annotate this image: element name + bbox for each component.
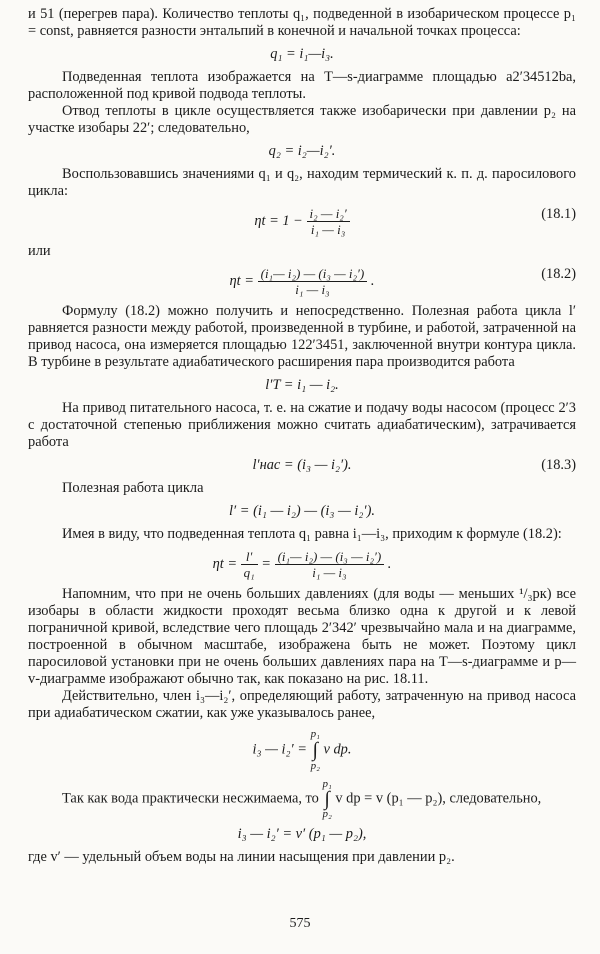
- formula-efficiency-fraction-1: [241, 549, 258, 580]
- formula-q2: q₂ = i₂—i₂′.: [268, 143, 336, 159]
- integral-limits: [311, 728, 320, 772]
- formula-efficiency-numerator-1: l′: [241, 549, 258, 565]
- formula-pump-lhs: i₃ — i₂′ =: [252, 741, 307, 758]
- formula-18-2-numerator: (i₁— i₂) — (i₃ — i₂′): [258, 266, 368, 282]
- formula-useful-work: l′ = (i₁ — i₂) — (i₃ — i₂′).: [229, 503, 375, 519]
- paragraph-12-end: v dp = v (p₁ — p₂), следовательно,: [335, 790, 542, 807]
- page-body: [28, 6, 576, 866]
- paragraph-13: где v′ — удельный объем воды на линии насыщения при давлении p₂.: [28, 849, 455, 865]
- paragraph-7: На привод питательного насоса, т. е. на сжатие и подачу воды насосом (процесс 2′3 с достаточной степенью приближения можно считать адиабатическим), затрачивается работа: [28, 400, 576, 450]
- inline-integral-upper: p₁: [322, 778, 332, 790]
- paragraph-5: или: [28, 243, 51, 259]
- paragraph-6: Формулу (18.2) можно получить и непосредственно. Полезная работа цикла l′ равняется разности между работой, произведенной в турбине, и работой, затраченной на привод насоса, она измеряется площадью 122′3451, заключенной внутри контура цикла. В турбине в результате адиабатического расширения пара производится работа: [28, 303, 576, 370]
- paragraph-2: Подведенная теплота изображается на T—s-диаграмме площадью a2′34512ba, расположенной под кривой подвода теплоты.: [28, 69, 576, 102]
- formula-18-3-body: l′нас = (i₃ — i₂′).: [252, 457, 352, 473]
- paragraph-11: Действительно, член i₃—i₂′, определяющий работу, затраченную на привод насоса при адиабатическом сжатии, как уже указывалось ранее,: [28, 688, 576, 721]
- formula-pump-work: i₃ — i₂′ = v′ (p₁ — p₂),: [237, 826, 367, 842]
- formula-efficiency-denominator-1: q₁: [243, 565, 255, 580]
- formula-18-1-denominator: i₁ — i₃: [310, 222, 346, 237]
- formula-efficiency-fraction-2: [275, 549, 385, 580]
- formula-18-1-lhs: ηt = 1 −: [254, 212, 303, 229]
- equation-number-18-1: (18.1): [541, 206, 576, 222]
- formula-18-2-lhs: ηt =: [229, 272, 254, 289]
- formula-q1: q₁ = i₁—i₃.: [270, 46, 334, 62]
- integral-sign: ∫: [312, 739, 318, 761]
- page-number: 575: [289, 916, 311, 931]
- formula-efficiency-lhs: ηt =: [212, 555, 238, 572]
- integral-upper-limit: p₁: [310, 728, 320, 740]
- formula-18-1-numerator: i₂ — i₂′: [307, 206, 350, 222]
- integral-lower-limit: p₂: [310, 760, 320, 772]
- equation-number-18-2: (18.2): [541, 266, 576, 282]
- paragraph-10: Напомним, что при не очень больших давлениях (для воды — меньших ¹/₃pк) все изобары в области жидкости проходят весьма близко одна к другой и к левой пограничной кривой, вследствие чего площадь 2′342′ чрезвычайно мала и на диаграмме, построенной в обычном масштабе, изображена быть не может. Поэтому цикл паросиловой установки при не очень больших давлениях пара на T—s-диаграмме и p—v-диаграмме изображают обычно так, как показано на рис. 18.11.: [28, 586, 576, 687]
- inline-integral-lower: p₂: [322, 808, 332, 820]
- formula-pump-rhs: v dp.: [323, 741, 352, 758]
- formula-efficiency-numerator-2: (i₁— i₂) — (i₃ — i₂′): [275, 549, 385, 565]
- formula-efficiency: ηt = $\frac{l'}{\text{q₁}}$ = $\frac{\text{(i₁— i₂) — (i₃ — i₂′)}}{\text{i₁ — i₃}}$ .: [212, 549, 392, 580]
- paragraph-12: [28, 778, 576, 820]
- formula-18-2-fraction: [258, 266, 368, 297]
- paragraph-3: Отвод теплоты в цикле осуществляется также изобарически при давлении p₂ на участке изобары 22′; следовательно,: [28, 103, 576, 136]
- inline-integral: [322, 778, 331, 820]
- paragraph-8: Полезная работа цикла: [62, 480, 204, 496]
- paragraph-12-start: Так как вода практически несжимаема, то: [62, 790, 319, 807]
- formula-18-2-denominator: i₁ — i₃: [295, 282, 330, 297]
- inline-integral-sign: ∫: [324, 788, 330, 810]
- formula-turbine-work: l′T = i₁ — i₂.: [265, 377, 339, 393]
- equation-number-18-3: (18.3): [541, 457, 576, 473]
- formula-efficiency-denominator-2: i₁ — i₃: [312, 565, 347, 580]
- formula-18-1: [28, 206, 576, 237]
- formula-pump-integral: [28, 728, 576, 772]
- formula-18-2: ηt = $\frac{\text{(i₁— i₂) — (i₃ — i₂′)}}{\text{i₁ — i₃}}$ . (18.2): [229, 266, 576, 297]
- paragraph-4: Воспользовавшись значениями q₁ и q₂, находим термический к. п. д. паросилового цикла:: [28, 166, 576, 199]
- paragraph-9: Имея в виду, что подведенная теплота q₁ равна i₁—i₃, приходим к формуле (18.2):: [62, 526, 562, 542]
- formula-18-3: [28, 457, 576, 474]
- formula-18-1-fraction: [307, 206, 350, 237]
- paragraph-1: и 51 (перегрев пара). Количество теплоты q₁, подведенной в изобарическом процессе p₁ = const, равняется разности энтальпий в конечной и начальной точках процесса:: [28, 6, 576, 39]
